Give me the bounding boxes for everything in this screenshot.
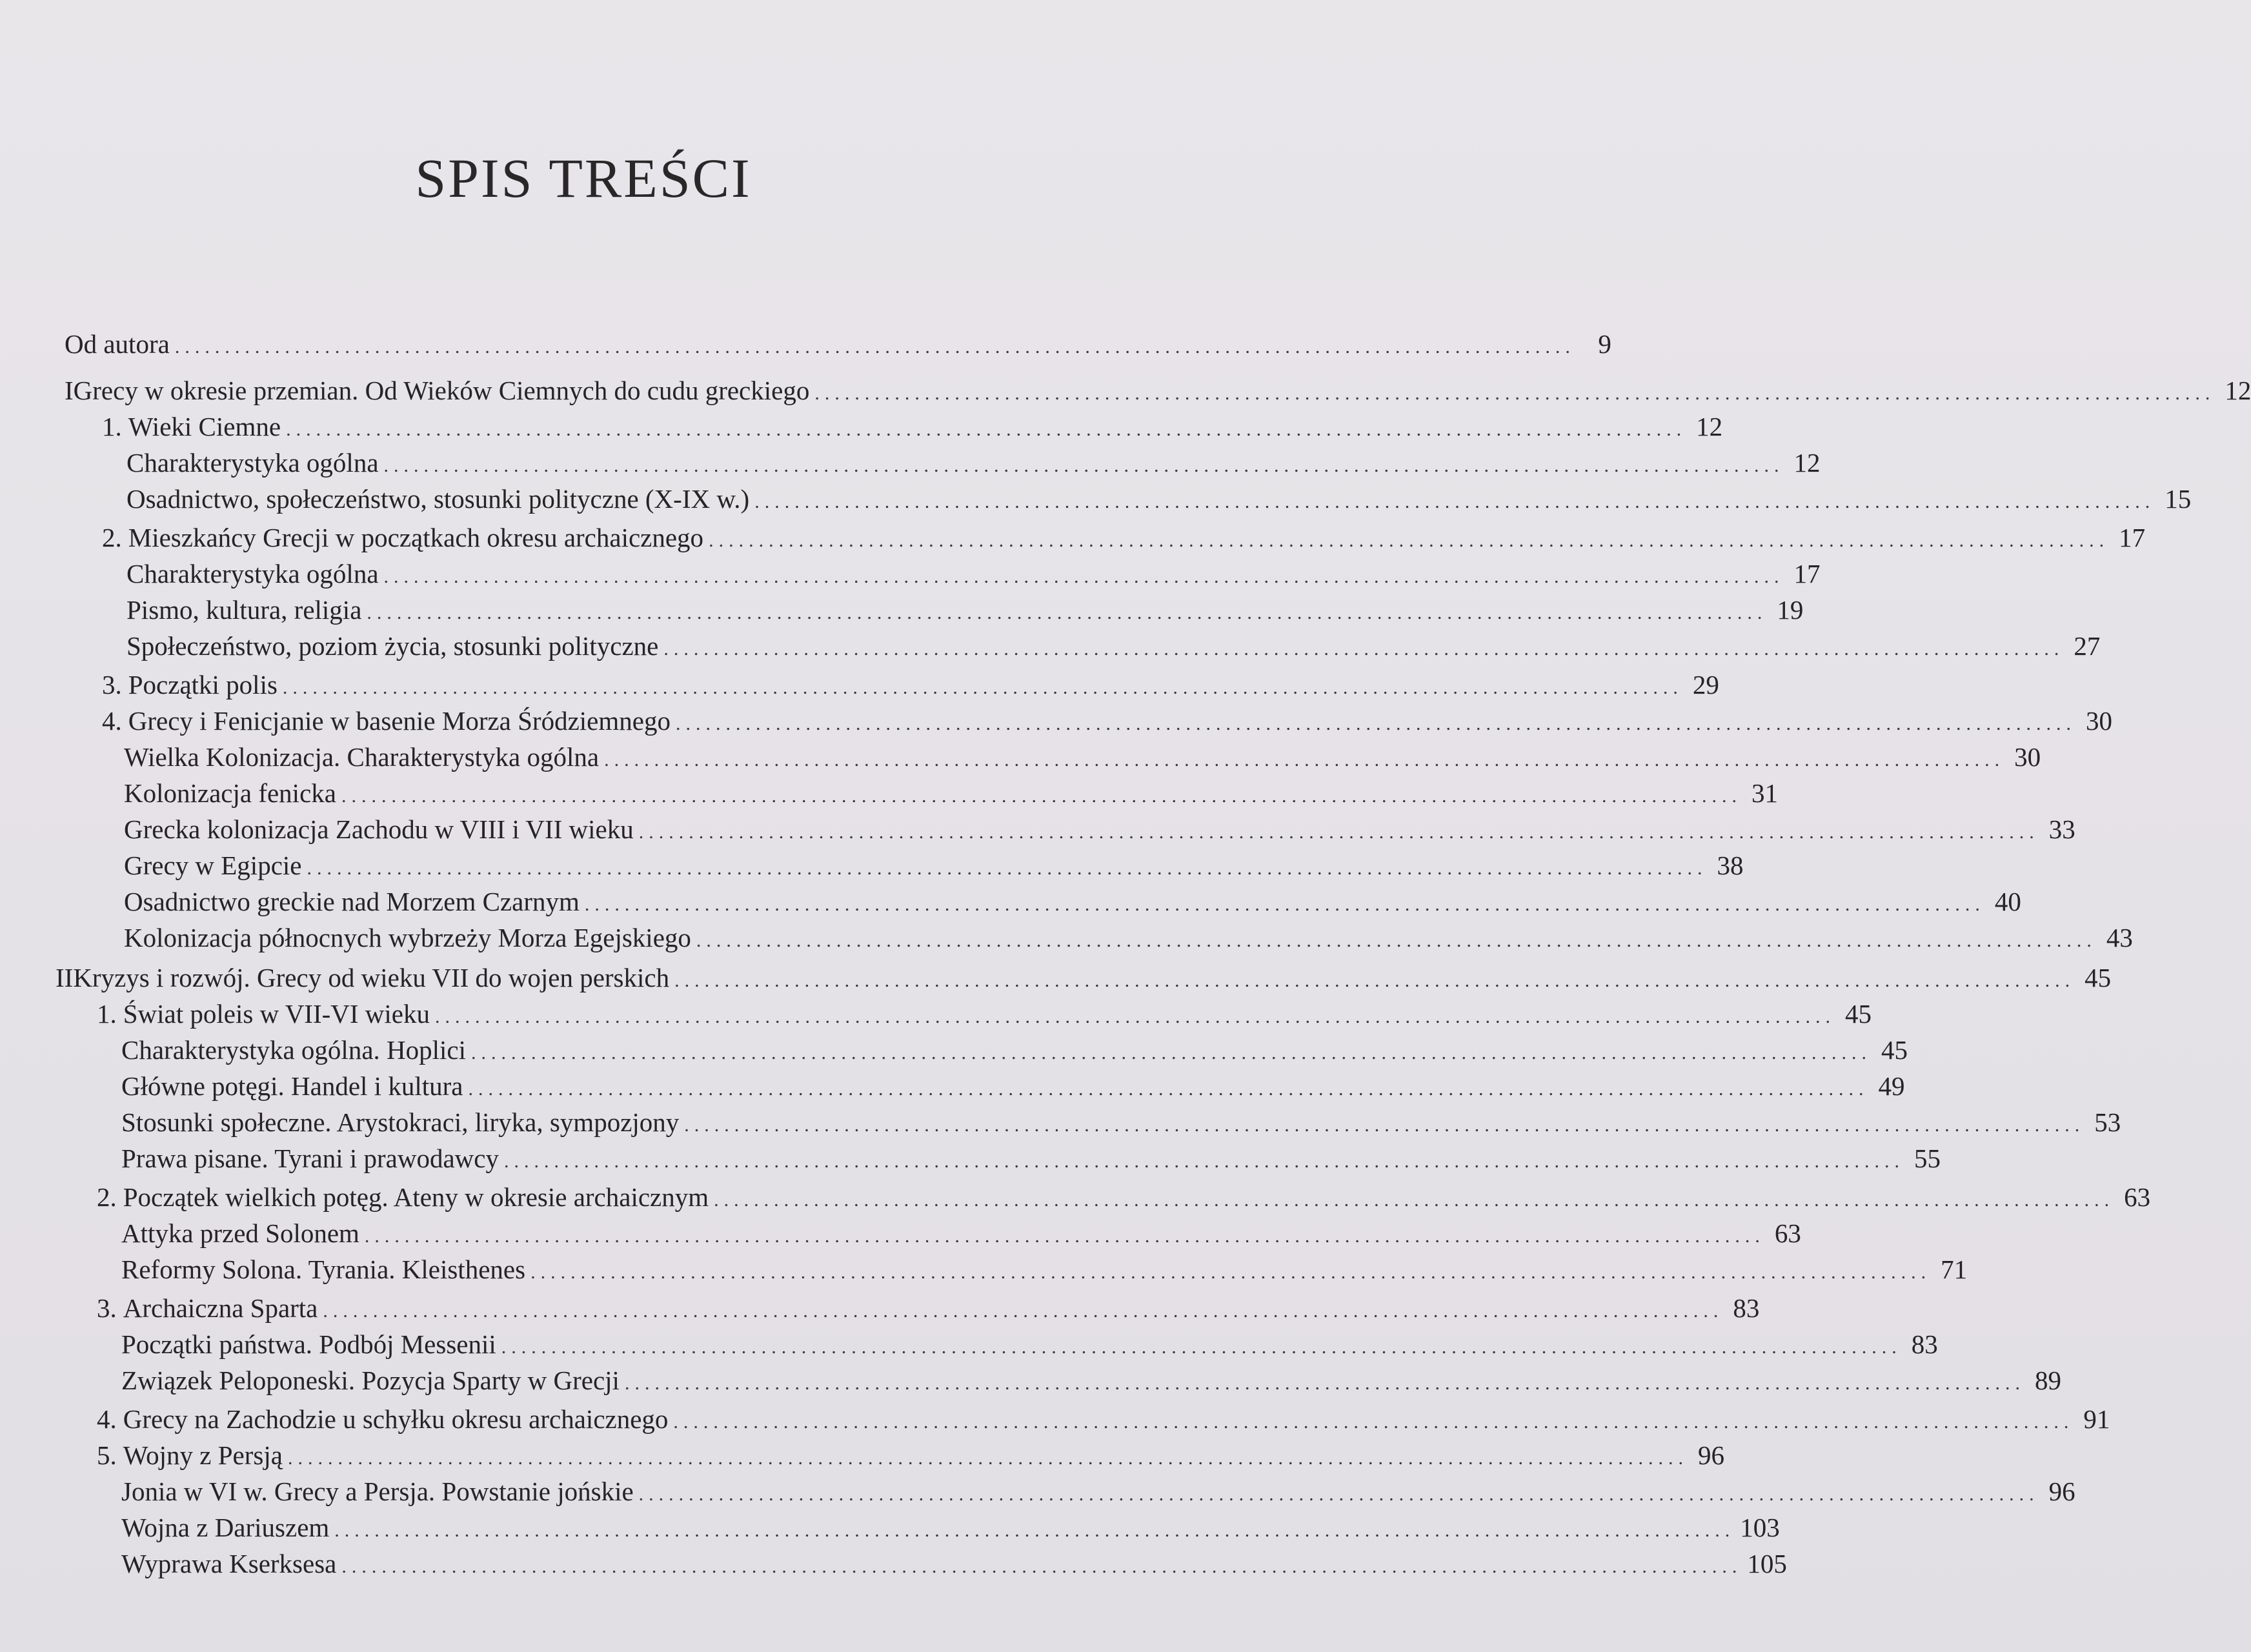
dot-leader: ............................................................................................................................................	[341, 785, 1742, 807]
toc-entry	[56, 962, 2112, 994]
toc-entry	[124, 741, 2041, 773]
toc-chapter-number: 4.	[97, 1404, 117, 1434]
toc-entry-title: Społeczeństwo, poziom życia, stosunki polityczne	[126, 631, 659, 661]
toc-entry	[65, 328, 1611, 360]
toc-entry	[102, 521, 2146, 554]
toc-page-number: 31	[1751, 778, 1778, 808]
toc-page-number: 91	[2083, 1404, 2110, 1434]
dot-leader: ............................................................................................................................................	[684, 1114, 2085, 1136]
toc-chapter-number: 5.	[97, 1440, 117, 1470]
toc-entry-title: Grecy i Fenicjanie w basenie Morza Śródziemnego	[128, 706, 671, 736]
dot-leader: ............................................................................................................................................	[638, 821, 2039, 843]
toc-entry	[126, 447, 1821, 479]
toc-entry	[121, 1142, 1941, 1174]
dot-leader: ............................................................................................................................................	[282, 677, 1683, 698]
dot-leader: ............................................................................................................................................	[383, 455, 1784, 476]
toc-entry	[121, 1475, 2075, 1507]
toc-page-number: 83	[1911, 1329, 1938, 1359]
toc-entry	[102, 705, 2112, 737]
toc-entry	[121, 1217, 1801, 1249]
toc-entry-title: Osadnictwo, społeczeństwo, stosunki polityczne (X-IX w.)	[126, 484, 750, 514]
toc-entry-title: Reformy Solona. Tyrania. Kleisthenes	[121, 1254, 526, 1284]
toc-entry	[97, 1403, 2110, 1435]
dot-leader: ............................................................................................................................................	[323, 1300, 1724, 1322]
toc-page-number: 15	[2165, 484, 2192, 514]
toc-entry-title: Wojna z Dariuszem	[121, 1513, 330, 1542]
toc-page-number: 40	[1994, 887, 2021, 916]
toc-chapter-number: 1.	[102, 412, 122, 441]
toc-entry	[97, 1292, 1760, 1324]
toc-entry-title: Początki polis	[128, 670, 278, 700]
toc-entry-title: Początki państwa. Podbój Messenii	[121, 1329, 496, 1359]
toc-entry-title: Pismo, kultura, religia	[126, 595, 362, 625]
toc-entry-title: Osadnictwo greckie nad Morzem Czarnym	[124, 887, 580, 916]
toc-entry	[121, 1034, 1908, 1066]
dot-leader: ............................................................................................................................................	[754, 491, 2155, 512]
toc-entry-title: Wielka Kolonizacja. Charakterystyka ogólna	[124, 742, 600, 772]
toc-entry	[126, 630, 2101, 662]
toc-entry-title: Jonia w VI w. Grecy a Persja. Powstanie jońskie	[121, 1476, 634, 1506]
toc-entry-title: Prawa pisane. Tyrani i prawodawcy	[121, 1143, 499, 1173]
toc-entry-title: Główne potęgi. Handel i kultura	[121, 1071, 463, 1101]
dot-leader: ............................................................................................................................................	[638, 1484, 2039, 1505]
toc-entry-title: Wyprawa Kserksesa	[121, 1549, 337, 1578]
toc-part-number: I	[65, 376, 74, 405]
dot-leader: ............................................................................................................................................	[383, 566, 1784, 587]
toc-entry-title: Kolonizacja północnych wybrzeży Morza Egejskiego	[124, 923, 691, 952]
toc-chapter-number: 3.	[102, 670, 122, 700]
toc-entry-title: Grecy w Egipcie	[124, 851, 302, 880]
toc-chapter-number: 2.	[97, 1182, 117, 1212]
toc-entry-title: Świat poleis w VII-VI wieku	[123, 999, 430, 1029]
toc-page-number: 29	[1692, 670, 1719, 700]
toc-entry	[97, 1439, 1724, 1471]
toc-page-number: 12	[1793, 448, 1821, 478]
toc-entry	[126, 594, 1804, 626]
dot-leader: ............................................................................................................................................	[674, 970, 2075, 991]
page-title: SPIS TREŚCI	[415, 146, 752, 209]
toc-entry-title: Wojny z Persją	[123, 1440, 283, 1470]
dot-leader: ............................................................................................................................................	[307, 858, 1708, 879]
toc-page-number: 49	[1878, 1071, 1905, 1101]
dot-leader: ............................................................................................................................................	[434, 1006, 1835, 1027]
toc-page-number: 12	[1696, 412, 1723, 441]
toc-page-number: 9	[1598, 329, 1611, 359]
dot-leader: ............................................................................................................................................	[364, 1225, 1765, 1247]
toc-entry	[102, 669, 1719, 701]
toc-entry-title: Stosunki społeczne. Arystokraci, liryka, sympozjony	[121, 1107, 680, 1137]
toc-entry	[126, 558, 1821, 590]
toc-chapter-number: 3.	[97, 1293, 117, 1323]
dot-leader: ............................................................................................................................................	[675, 713, 2076, 734]
toc-page-number: 33	[2048, 814, 2075, 844]
toc-entry	[121, 1106, 2121, 1138]
toc-entry	[124, 777, 1778, 809]
toc-page-number: 96	[1697, 1440, 1724, 1470]
toc-page-number: 17	[2119, 523, 2146, 552]
toc-entry	[126, 483, 2192, 515]
toc-page-number: 63	[1774, 1218, 1801, 1248]
dot-leader: ............................................................................................................................................	[286, 419, 1687, 440]
toc-entry	[102, 410, 1723, 443]
toc-entry	[124, 849, 1744, 881]
toc-entry	[124, 922, 2133, 954]
toc-entry-title: Grecy na Zachodzie u schyłku okresu archaicznego	[123, 1404, 669, 1434]
dot-leader: ............................................................................................................................................	[530, 1262, 1932, 1283]
toc-page-number: 43	[2106, 923, 2133, 952]
toc-entry-title: Charakterystyka ogólna. Hoplici	[121, 1035, 467, 1065]
dot-leader: ............................................................................................................................................	[471, 1042, 1872, 1063]
toc-entry-title: Archaiczna Sparta	[123, 1293, 318, 1323]
toc-entry	[121, 1070, 1905, 1102]
toc-page-number: 53	[2094, 1107, 2121, 1137]
dot-leader: ............................................................................................................................................	[367, 602, 1768, 623]
dot-leader: ............................................................................................................................................	[287, 1447, 1688, 1469]
toc-entry-title: Początek wielkich potęg. Ateny w okresie archaicznym	[123, 1182, 709, 1212]
toc-entry-title: Związek Peloponeski. Pozycja Sparty w Grecji	[121, 1365, 620, 1395]
dot-leader: ............................................................................................................................................	[663, 638, 2064, 660]
dot-leader: ............................................................................................................................................	[504, 1151, 1904, 1172]
toc-page-number: 83	[1733, 1293, 1760, 1323]
toc-entry	[121, 1328, 1938, 1360]
toc-entry-title: Attyka przed Solonem	[121, 1218, 359, 1248]
toc-entry-title: Kryzys i rozwój. Grecy od wieku VII do wojen perskich	[73, 963, 670, 992]
toc-page-number: 30	[2085, 706, 2112, 736]
dot-leader: ............................................................................................................................................	[696, 930, 2097, 951]
dot-leader: ............................................................................................................................................	[624, 1373, 2025, 1394]
toc-page-number: 30	[2014, 742, 2041, 772]
toc-page-number: 27	[2074, 631, 2101, 661]
toc-entry	[124, 813, 2075, 845]
toc-chapter-number: 2.	[102, 523, 122, 552]
toc-page-number: 45	[2084, 963, 2112, 992]
toc-page-number: 89	[2034, 1365, 2061, 1395]
toc-entry-title: Od autora	[65, 329, 170, 359]
toc-chapter-number: 1.	[97, 999, 117, 1029]
toc-page-number: 12	[2225, 376, 2251, 405]
toc-entry-title: Grecka kolonizacja Zachodu w VIII i VII wieku	[124, 814, 634, 844]
dot-leader: ............................................................................................................................................	[814, 383, 2216, 404]
toc-entry-title: Charakterystyka ogólna	[126, 448, 379, 478]
toc-page-number: 19	[1777, 595, 1804, 625]
toc-entry	[121, 1364, 2061, 1396]
toc-entry	[97, 998, 1872, 1030]
toc-page-number: 103	[1740, 1513, 1780, 1542]
dot-leader: ............................................................................................................................................	[673, 1411, 2074, 1433]
toc-entry	[97, 1181, 2151, 1213]
toc-entry	[65, 374, 2251, 407]
toc-chapter-number: 4.	[102, 706, 122, 736]
toc-entry	[121, 1511, 1780, 1544]
dot-leader: ............................................................................................................................................	[501, 1336, 1902, 1358]
toc-page-number: 105	[1747, 1549, 1787, 1578]
dot-leader: ............................................................................................................................................	[604, 749, 2005, 771]
toc-page-number: 55	[1914, 1143, 1941, 1173]
toc-entry-title: Wieki Ciemne	[128, 412, 281, 441]
toc-entry-title: Grecy w okresie przemian. Od Wieków Ciemnych do cudu greckiego	[73, 376, 810, 405]
toc-entry	[121, 1547, 1787, 1580]
dot-leader: ............................................................................................................................................	[468, 1078, 1869, 1100]
dot-leader: ............................................................................................................................................	[709, 530, 2110, 551]
dot-leader: ............................................................................................................................................	[334, 1520, 1735, 1541]
toc-page-number: 45	[1844, 999, 1872, 1029]
toc-entry-title: Mieszkańcy Grecji w początkach okresu archaicznego	[128, 523, 704, 552]
toc-page-number: 38	[1717, 851, 1744, 880]
toc-page-number: 17	[1793, 559, 1821, 589]
toc-entry-title: Charakterystyka ogólna	[126, 559, 379, 589]
toc-entry	[121, 1253, 1968, 1285]
toc-part-number: II	[56, 963, 74, 992]
dot-leader: ............................................................................................................................................	[174, 336, 1575, 358]
toc-page-number: 71	[1941, 1254, 1968, 1284]
toc-page-number: 96	[2048, 1476, 2075, 1506]
dot-leader: ............................................................................................................................................	[584, 894, 1985, 915]
toc-page-number: 45	[1881, 1035, 1908, 1065]
toc-entry	[124, 885, 2021, 918]
dot-leader: ............................................................................................................................................	[341, 1556, 1742, 1577]
dot-leader: ............................................................................................................................................	[714, 1189, 2115, 1211]
toc-entry-title: Kolonizacja fenicka	[124, 778, 336, 808]
toc-page-number: 63	[2124, 1182, 2151, 1212]
